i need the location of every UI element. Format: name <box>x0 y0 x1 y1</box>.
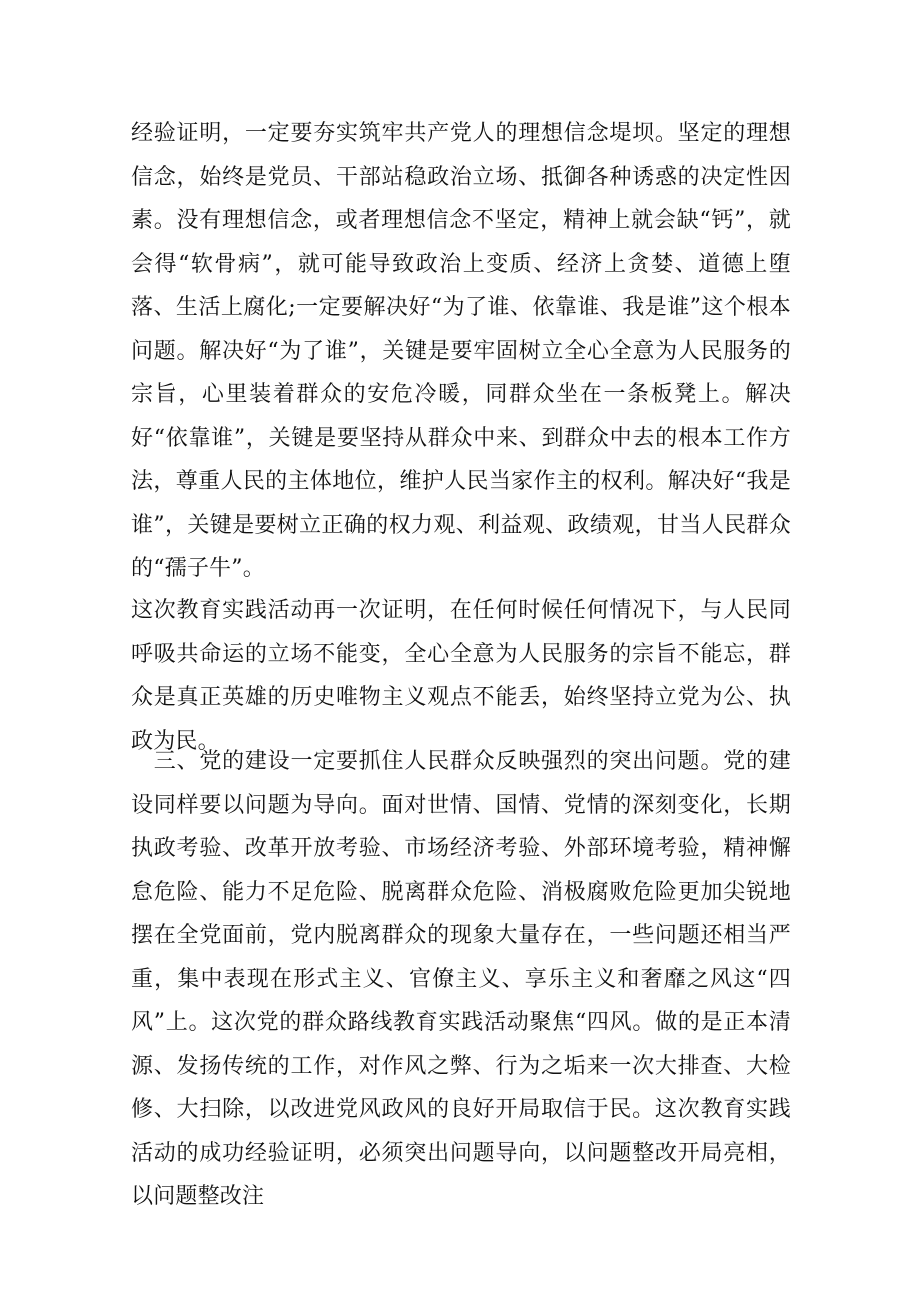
paragraph-ideals-and-beliefs: 经验证明，一定要夯实筑牢共产党人的理想信念堤坝。坚定的理想信念，始终是党员、干部站稳政治立场、抵御各种诱惑的决定性因素。没有理想信念，或者理想信念不坚定，精神上就会缺“钙”，就会得“软骨病”，就可能导致政治上变质、经济上贪婪、道德上堕落、生活上腐化;一定要解决好“为了谁、依靠谁、我是谁”这个根本问题。解决好“为了谁”，关键是要牢固树立全心全意为人民服务的宗旨，心里装着群众的安危冷暖，同群众坐在一条板凳上。解决好“依靠谁”，关键是要坚持从群众中来、到群众中去的根本工作方法，尊重人民的主体地位，维护人民当家作主的权利。解决好“我是谁”，关键是要树立正确的权力观、利益观、政绩观，甘当人民群众的“孺子牛”。 <box>131 121 791 581</box>
paragraph-section-three: 三、党的建设一定要抓住人民群众反映强烈的突出问题。党的建设同样要以问题为导向。面对世情、国情、党情的深刻变化，长期执政考验、改革开放考验、市场经济考验、外部环境考验，精神懈怠危险、能力不足危险、脱离群众危险、消极腐败危险更加尖锐地摆在全党面前，党内脱离群众的现象大量存在，一些问题还相当严重，集中表现在形式主义、官僚主义、享乐主义和奢靡之风这“四风”上。这次党的群众路线教育实践活动聚焦“四风。做的是正本清源、发扬传统的工作，对作风之弊、行为之垢来一次大排查、大检修、大扫除，以改进党风政风的良好开局取信于民。这次教育实践活动的成功经验证明，必须突出问题导向，以问题整改开局亮相，以问题整改注 <box>131 749 791 1209</box>
paragraph-practice-proof: 这次教育实践活动再一次证明，在任何时候任何情况下，与人民同呼吸共命运的立场不能变，全心全意为人民服务的宗旨不能忘，群众是真正英雄的历史唯物主义观点不能丢，始终坚持立党为公、执政为民。 <box>131 598 791 754</box>
